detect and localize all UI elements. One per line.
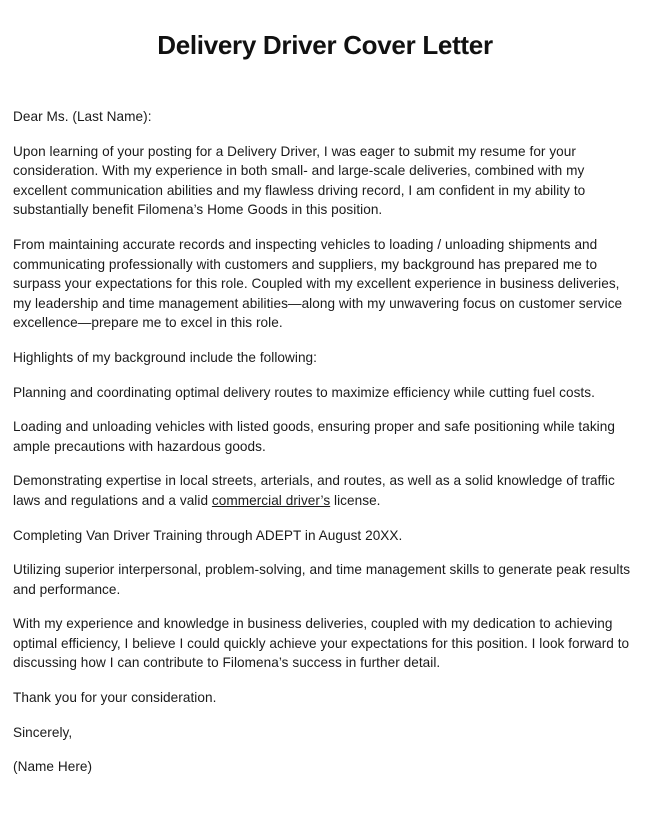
paragraph-closing: With my experience and knowledge in business deliveries, coupled with my dedication to achieving optimal efficiency, I believe I could quickly achieve your expectations for this position. I look forward to discussing how I can contribute to Filomena’s success in further detail. — [13, 616, 630, 671]
highlight-item — [13, 471, 638, 510]
letter-body — [13, 107, 638, 792]
commercial-drivers-link[interactable]: commercial driver’s — [211, 492, 331, 508]
highlight-text: license. — [330, 492, 381, 508]
paragraph-intro: Upon learning of your posting for a Delivery Driver, I was eager to submit my resume for your consideration. With my experience in both small- and large-scale deliveries, combined with my excellent communication abilities and my flawless driving record, I am confident in my ability to substantially benefit Filomena’s Home Goods in this position. — [13, 143, 586, 218]
salutation: Dear Ms. (Last Name): — [13, 109, 152, 124]
page-title: Delivery Driver Cover Letter — [157, 30, 493, 60]
thanks-line: Thank you for your consideration. — [13, 690, 217, 706]
signature: (Name Here) — [13, 759, 93, 775]
highlight-item: Utilizing superior interpersonal, problem-solving, and time management skills to generate peak results and performance. — [13, 562, 631, 597]
highlight-item: Completing Van Driver Training through ADEPT in August 20XX. — [13, 527, 403, 543]
paragraph-background: From maintaining accurate records and inspecting vehicles to loading / unloading shipments and communicating professionally with customers and suppliers, my background has prepared me to surpass your expectations for this role. Coupled with my excellent experience in business deliveries, my leadership and time management abilities—along with my unwavering focus on customer service excellence—prepare me to excel in this role. — [13, 236, 623, 331]
highlight-item: Loading and unloading vehicles with listed goods, ensuring proper and safe positioning while taking ample precautions with hazardous goods. — [13, 419, 615, 454]
highlight-text: Demonstrating expertise in local streets, arterials, and routes, as well as a solid knowledge of traffic laws and regulations and a valid — [13, 473, 615, 508]
highlight-item: Planning and coordinating optimal delivery routes to maximize efficiency while cutting fuel costs. — [13, 384, 595, 400]
highlights-intro: Highlights of my background include the following: — [13, 349, 317, 365]
signoff: Sincerely, — [13, 724, 73, 740]
